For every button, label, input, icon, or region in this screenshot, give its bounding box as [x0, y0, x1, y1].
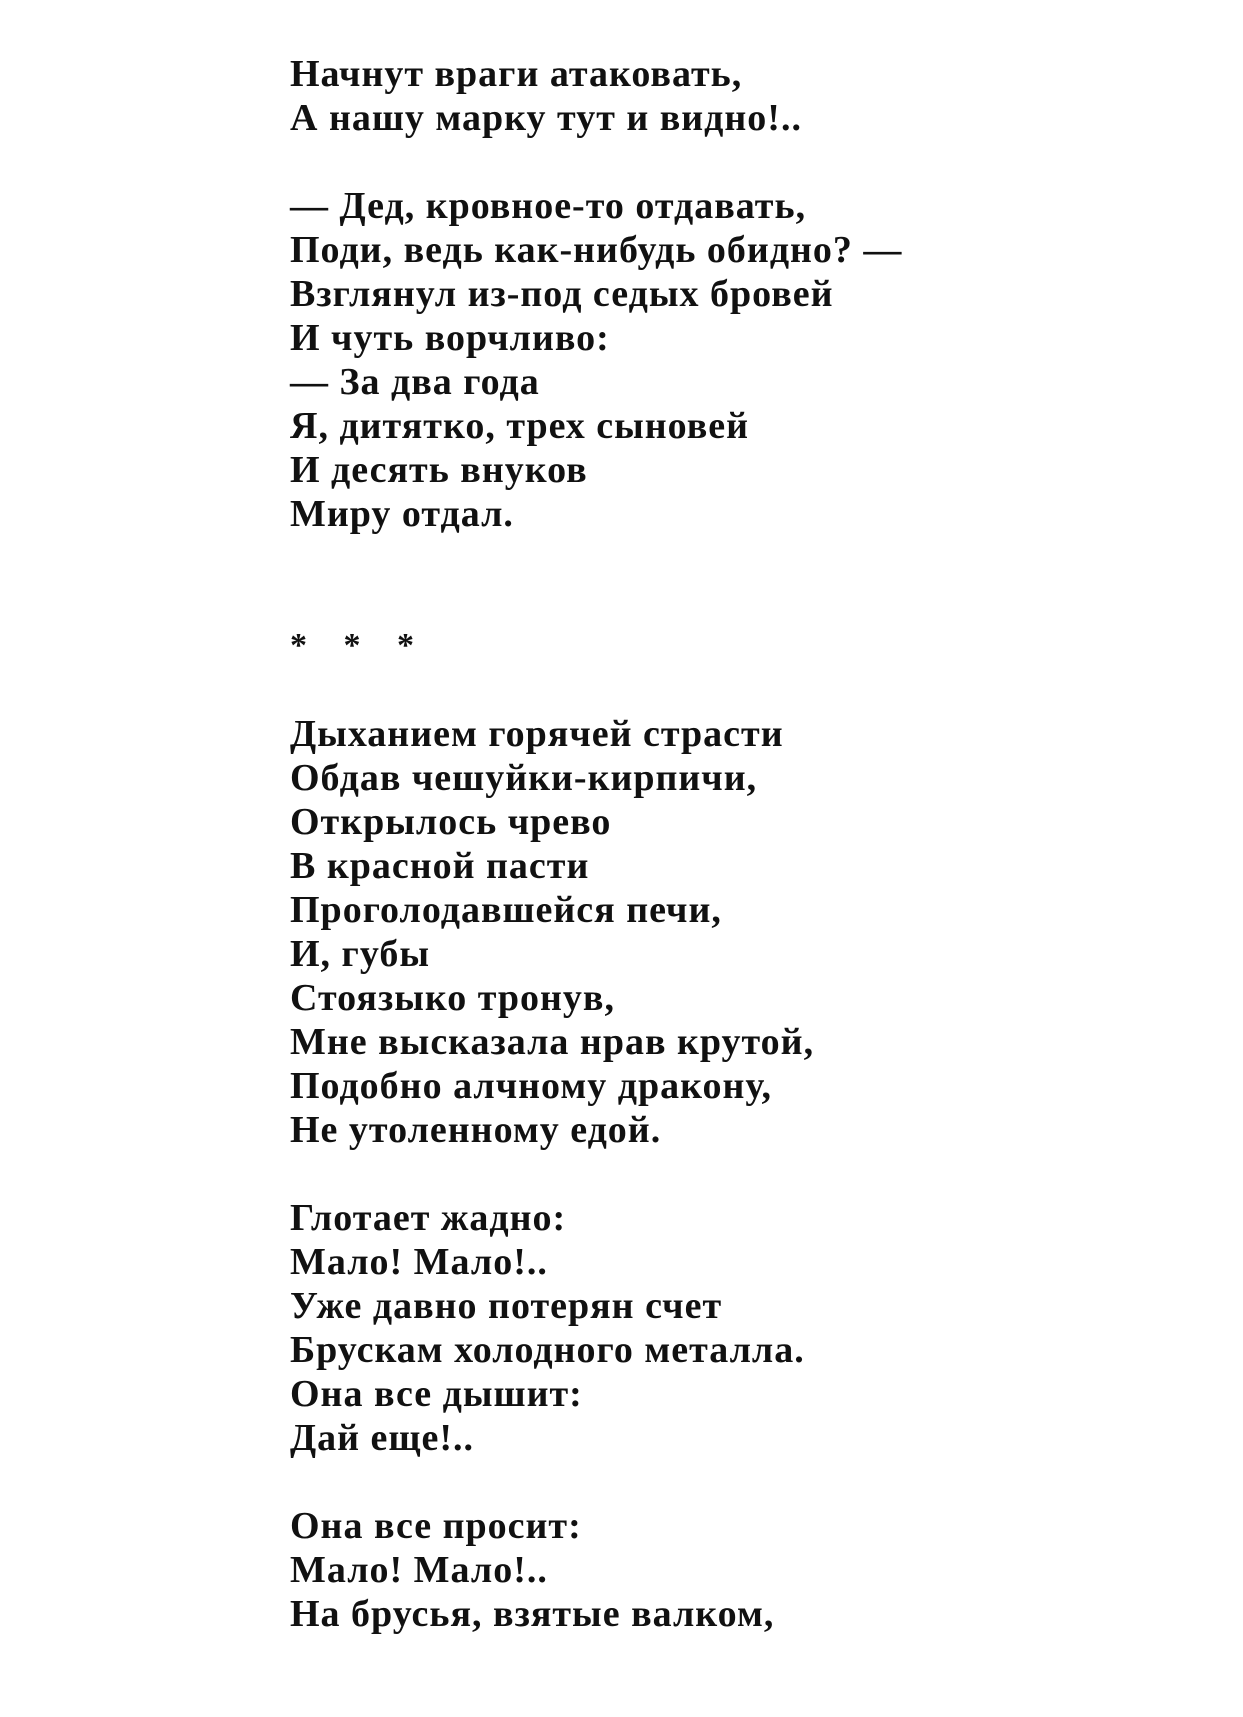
verse-line: И, губы [290, 933, 430, 975]
verse-line: И десять внуков [290, 449, 588, 491]
verse-line: Взглянул из-под седых бровей [290, 273, 834, 315]
stanza-gap [290, 140, 1190, 184]
stanza-gap [290, 668, 1190, 712]
verse-line: Уже давно потерян счет [290, 1285, 723, 1327]
verse-line: Подобно алчному дракону, [290, 1065, 773, 1107]
verse-line: Стоязыко тронув, [290, 977, 615, 1019]
poem1-stanza-b [290, 184, 1190, 536]
verse-line: На брусья, взятые валком, [290, 1593, 775, 1635]
stanza-gap [290, 1460, 1190, 1504]
section-separator: * * * [290, 627, 428, 664]
verse-line: Миру отдал. [290, 493, 514, 535]
poem-page [290, 52, 1190, 1636]
verse-line: — За два года [290, 361, 540, 403]
verse-line: Обдав чешуйки-кирпичи, [290, 757, 758, 799]
verse-line: В красной пасти [290, 845, 590, 887]
poem2-stanza-b [290, 1196, 1190, 1460]
verse-line: Дай еще!.. [290, 1417, 475, 1459]
verse-line: Мне высказала нрав крутой, [290, 1021, 815, 1063]
verse-line: Мало! Мало!.. [290, 1549, 548, 1591]
verse-line: Она все дышит: [290, 1373, 583, 1415]
verse-line: Поди, ведь как-нибудь обидно? — [290, 229, 903, 271]
section-gap [290, 536, 1190, 624]
verse-line: — Дед, кровное-то отдавать, [290, 185, 807, 227]
verse-line: Она все просит: [290, 1505, 582, 1547]
verse-line: Открылось чрево [290, 801, 612, 843]
verse-line: Я, дитятко, трех сыновей [290, 405, 749, 447]
verse-line: Проголодавшейся печи, [290, 889, 722, 931]
verse-line: Мало! Мало!.. [290, 1241, 548, 1283]
poem2-stanza-c [290, 1504, 1190, 1636]
poem1-stanza-a [290, 52, 1190, 140]
verse-line: И чуть ворчливо: [290, 317, 610, 359]
poem2-stanza-a [290, 712, 1190, 1152]
verse-line: Не утоленному едой. [290, 1109, 662, 1151]
verse-line: А нашу марку тут и видно!.. [290, 97, 802, 139]
verse-line: Брускам холодного металла. [290, 1329, 805, 1371]
stanza-gap [290, 1152, 1190, 1196]
verse-line: Дыханием горячей страсти [290, 713, 784, 755]
verse-line: Глотает жадно: [290, 1197, 567, 1239]
verse-line: Начнут враги атаковать, [290, 53, 743, 95]
